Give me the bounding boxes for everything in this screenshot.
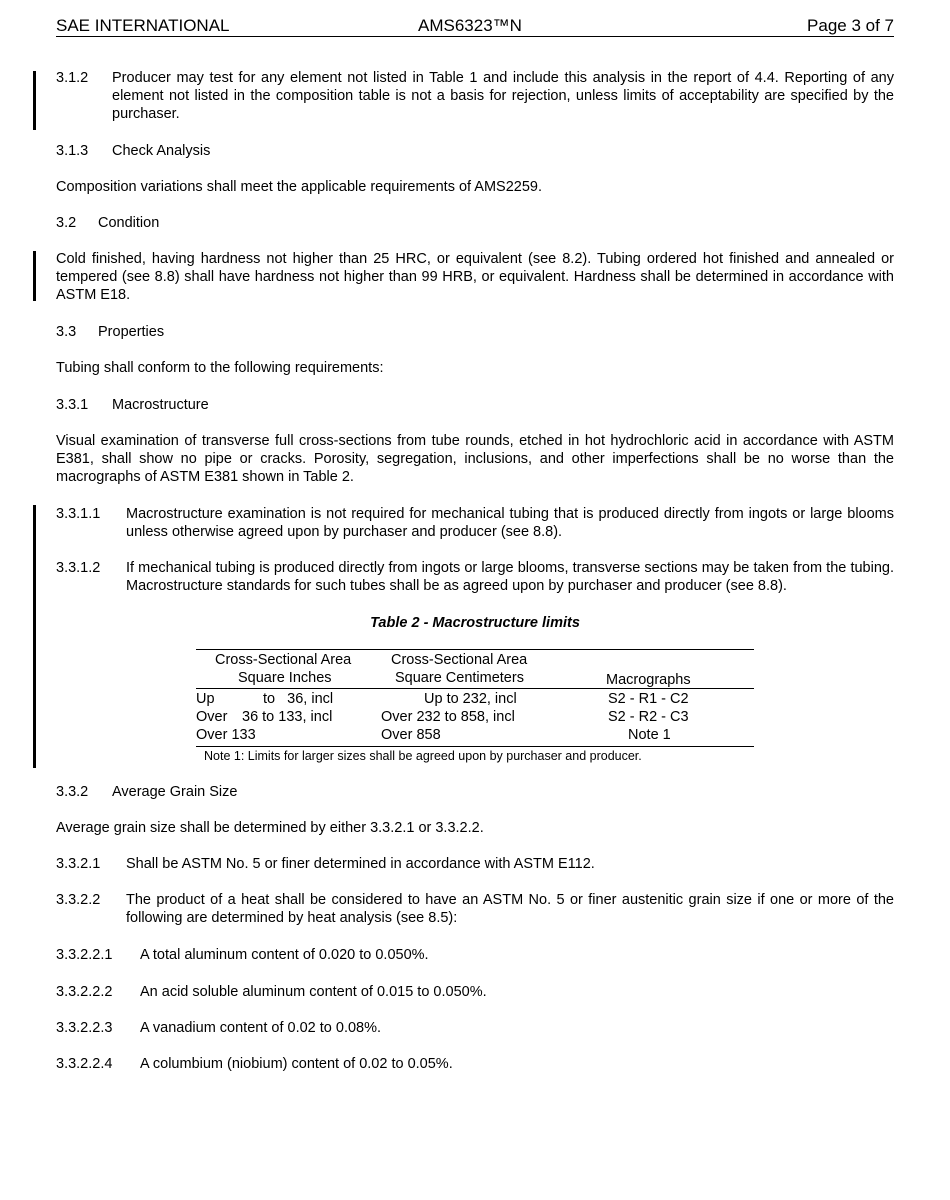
- paragraph-number: 3.3.2.2.3: [56, 1020, 113, 1036]
- header-org: SAE INTERNATIONAL: [56, 16, 230, 35]
- heading-number: 3.3.2: [56, 784, 89, 800]
- paragraph-3-3-2-text: Average grain size shall be determined by either 3.3.2.1 or 3.3.2.2.: [56, 820, 484, 836]
- heading-number: 3.3.1: [56, 397, 89, 413]
- paragraph-3-1-3-text: Composition variations shall meet the applicable requirements of AMS2259.: [56, 179, 543, 195]
- paragraph-3-3-2-2-1: [56, 946, 894, 964]
- paragraph-text: The product of a heat shall be considered to have an ASTM No. 5 or finer austenitic grain size if one or more of the following are determined by heat analysis (see 8.5):: [126, 892, 894, 926]
- table-caption: Table 2 - Macrostructure limits: [370, 615, 580, 631]
- change-bar: [33, 71, 36, 130]
- paragraph-text: Shall be ASTM No. 5 or finer determined in accordance with ASTM E112.: [126, 856, 595, 872]
- paragraph-3-3-2-2: [56, 891, 894, 927]
- table-note: Note 1: Limits for larger sizes shall be agreed upon by purchaser and producer.: [204, 749, 642, 763]
- paragraph-text: If mechanical tubing is produced directly from ingots or large blooms, transverse sections may be taken from the tubing. Macrostructure standards for such tubes shall be as agreed upon by purchaser and producer (see 8.8).: [126, 560, 894, 594]
- cell-sq-in-prefix: Over: [196, 709, 228, 725]
- paragraph-3-3-1-2: [56, 559, 894, 595]
- heading-title: Average Grain Size: [112, 784, 238, 800]
- header-doc-id: AMS6323™N: [418, 16, 522, 35]
- col1-header-line2: Square Inches: [238, 670, 332, 686]
- cell-macrographs: Note 1: [628, 727, 671, 743]
- cell-sq-in: to 36, incl: [263, 691, 334, 707]
- paragraph-number: 3.3.2.2: [56, 892, 101, 908]
- paragraph-3-1-2: [56, 69, 894, 123]
- paragraph-number: 3.3.1.1: [56, 506, 101, 522]
- paragraph-text: Producer may test for any element not listed in Table 1 and include this analysis in the report of 4.4. Reporting of any element not listed in the composition table is not a basis for rejection, unless limits of acceptability are specified by the purchaser.: [112, 70, 894, 122]
- paragraph-3-3-1-1: [56, 505, 894, 541]
- paragraph-3-2-text: Cold finished, having hardness not higher than 25 HRC, or equivalent (see 8.2). Tubing ordered hot finished and annealed or tempered (see 8.8) shall have hardness not higher than 99 HRB, or equivalent. Hardness shall be determined in accordance with ASTM E18.: [56, 251, 894, 303]
- cell-sq-cm: Over 232 to 858, incl: [381, 709, 515, 725]
- heading-number: 3.2: [56, 215, 77, 231]
- paragraph-number: 3.3.2.2.4: [56, 1056, 113, 1072]
- paragraph-3-3-2-2-4: [56, 1055, 894, 1073]
- paragraph-number: 3.3.1.2: [56, 560, 101, 576]
- paragraph-text: A columbium (niobium) content of 0.02 to 0.05%.: [140, 1056, 453, 1072]
- heading-title: Check Analysis: [112, 143, 211, 159]
- cell-sq-cm: Over 858: [381, 727, 441, 743]
- paragraph-number: 3.1.2: [56, 70, 89, 86]
- change-bar: [33, 505, 36, 768]
- paragraph-number: 3.3.2.2.2: [56, 984, 113, 1000]
- paragraph-text: A vanadium content of 0.02 to 0.08%.: [140, 1020, 382, 1036]
- paragraph-text: An acid soluble aluminum content of 0.015 to 0.050%.: [140, 984, 487, 1000]
- heading-title: Macrostructure: [112, 397, 209, 413]
- col2-header-line2: Square Centimeters: [395, 670, 524, 686]
- cell-sq-in: 36 to 133, incl: [242, 709, 333, 725]
- paragraph-number: 3.3.2.2.1: [56, 947, 113, 963]
- col3-header: Macrographs: [606, 672, 691, 688]
- change-bar: [33, 251, 36, 301]
- cell-macrographs: S2 - R2 - C3: [608, 709, 689, 725]
- col2-header-line1: Cross-Sectional Area: [391, 652, 528, 668]
- paragraph-number: 3.3.2.1: [56, 856, 101, 872]
- paragraph-3-3-text: Tubing shall conform to the following requirements:: [56, 360, 384, 376]
- cell-sq-in-prefix: Up: [196, 691, 215, 707]
- paragraph-3-3-2-1: [56, 855, 894, 873]
- header-page-number: Page 3 of 7: [807, 16, 894, 35]
- page-header: [56, 14, 894, 37]
- heading-title: Condition: [98, 215, 160, 231]
- heading-title: Properties: [98, 324, 165, 340]
- macrostructure-table: [196, 649, 754, 747]
- paragraph-3-3-2-2-2: [56, 983, 894, 1001]
- cell-macrographs: S2 - R1 - C2: [608, 691, 689, 707]
- cell-sq-in-prefix: Over 133: [196, 727, 256, 743]
- cell-sq-cm: Up to 232, incl: [424, 691, 517, 707]
- col1-header-line1: Cross-Sectional Area: [215, 652, 352, 668]
- table-rule-header: [196, 688, 754, 689]
- paragraph-text: A total aluminum content of 0.020 to 0.050%.: [140, 947, 429, 963]
- heading-number: 3.3: [56, 324, 77, 340]
- table-rule-top: [196, 649, 754, 650]
- paragraph-3-3-1-text: Visual examination of transverse full cross-sections from tube rounds, etched in hot hydrochloric acid in accordance with ASTM E381, shall show no pipe or cracks. Porosity, segregation, inclusions, and other imperfections shall be no worse than the macrographs of ASTM E381 shown in Table 2.: [56, 433, 894, 485]
- heading-number: 3.1.3: [56, 143, 89, 159]
- paragraph-text: Macrostructure examination is not required for mechanical tubing that is produced directly from ingots or large blooms unless otherwise agreed upon by purchaser and producer (see 8.8).: [126, 506, 894, 540]
- paragraph-3-3-2-2-3: [56, 1019, 894, 1037]
